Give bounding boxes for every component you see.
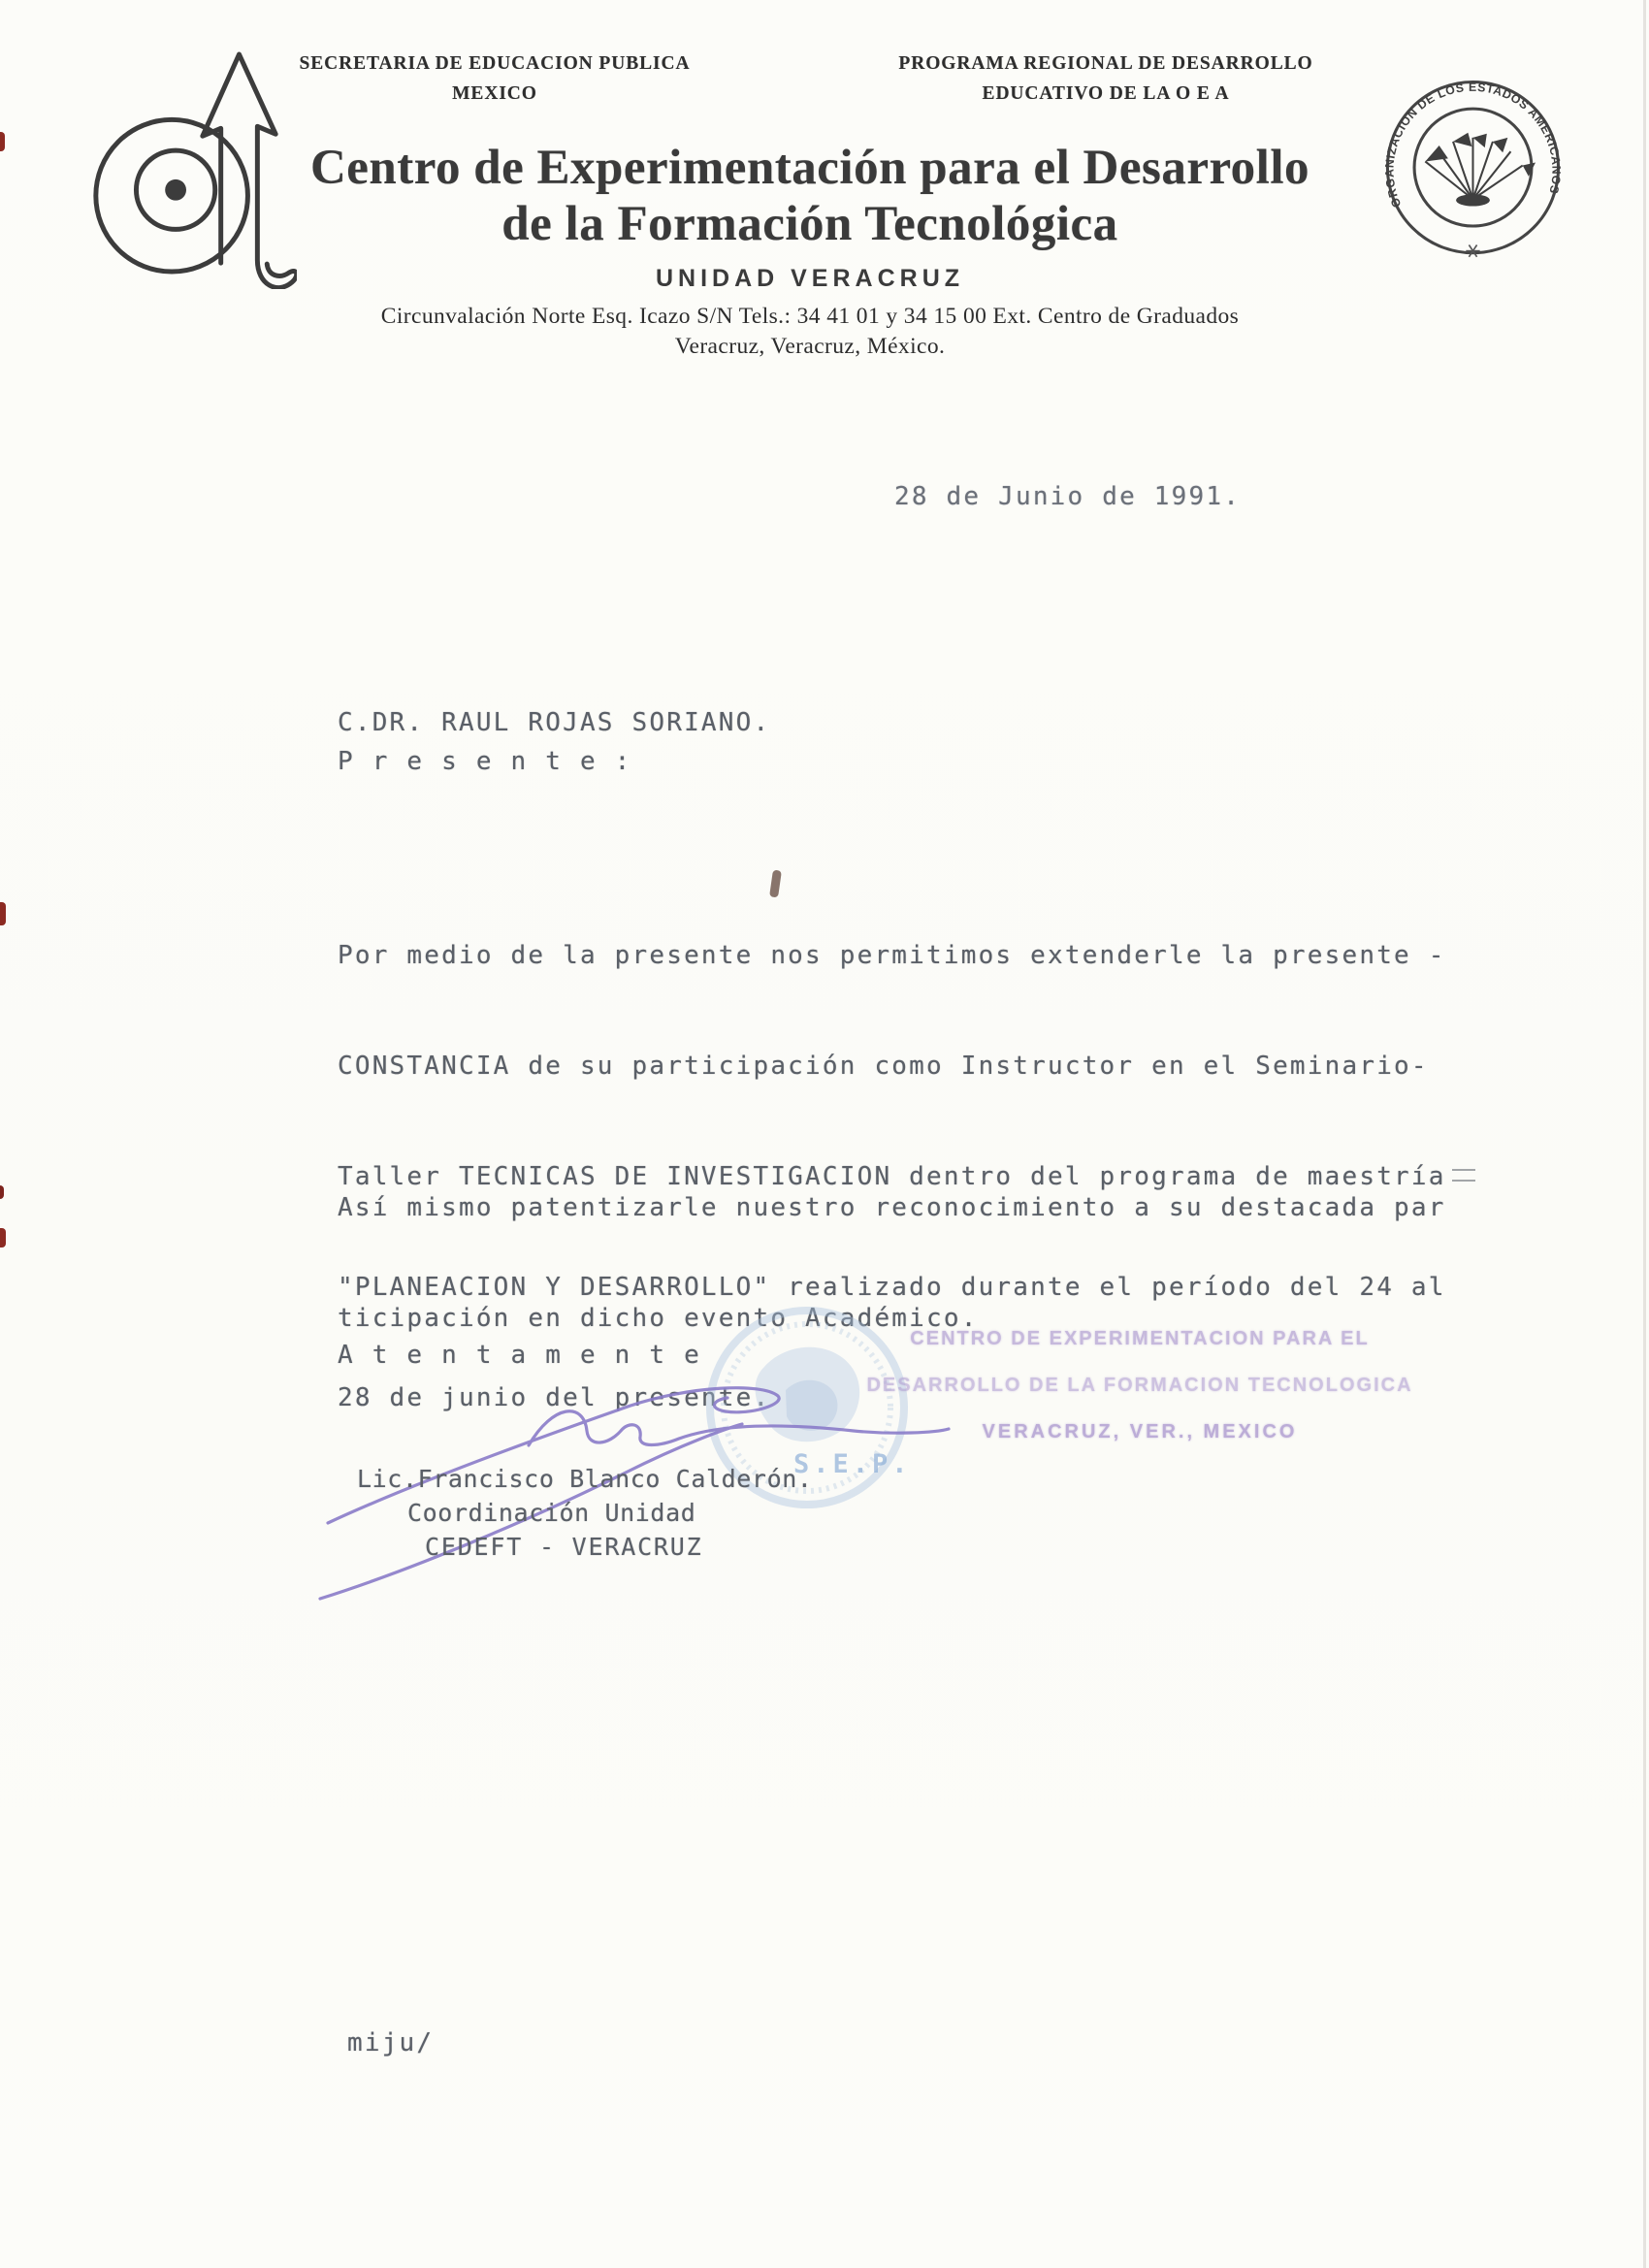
para1-line2: CONSTANCIA de su participación como Instructor en el Seminario- [338,1052,1429,1081]
letter-date: 28 de Junio de 1991. [894,482,1242,511]
secretaria-line2: MEXICO [452,83,537,104]
scan-speck [0,132,5,151]
addressee-name: C.DR. RAUL ROJAS SORIANO. [338,708,771,737]
scan-speck [0,902,6,925]
para2-line2: ticipación en dicho evento Académico. [338,1304,979,1333]
scan-speck [0,1228,6,1247]
handwritten-signature [310,1373,970,1615]
signer-title: Coordinación Unidad [407,1499,696,1527]
addressee-salutation: P r e s e n t e : [338,747,632,776]
para1-line3: Taller TECNICAS DE INVESTIGACION dentro del programa de maestría [338,1162,1446,1191]
para1-line1: Por medio de la presente nos permitimos extenderle la presente - [338,941,1446,970]
sep-seal-label: S.E.P. [793,1449,912,1479]
programa-line1: PROGRAMA REGIONAL DE DESARROLLO [898,53,1313,74]
programa-regional-header [863,49,1348,109]
org-title-line2: de la Formación Tecnológica [501,197,1118,251]
oea-seal-ring-text: ORGANIZACION DE LOS ESTADOS AMERICANOS [1382,80,1564,210]
para1-line5: 28 de junio del presente. [338,1383,771,1412]
signer-name: Lic.Francisco Blanco Calderón. [357,1465,813,1493]
unit-name: UNIDAD VERACRUZ [655,265,965,292]
secretaria-line1: SECRETARIA DE EDUCACION PUBLICA [299,53,691,74]
scan-speck [0,1185,4,1199]
signature-strokes [310,1373,970,1615]
secretaria-header [281,49,708,109]
address-line1: Circunvalación Norte Esq. Icazo S/N Tels.: 34 41 01 y 34 15 00 Ext. Centro de Graduados [380,304,1240,329]
address-line2: Veracruz, Veracruz, México. [674,334,946,359]
hyphenation-mark [1452,1169,1475,1182]
office-stamp-line2: DESARROLLO DE LA FORMACION TECNOLOGICA [866,1375,1413,1396]
closing-atentamente: A t e n t a m e n t e [338,1341,701,1370]
para1-line4: "PLANEACION Y DESARROLLO" realizado durante el período del 24 al [338,1273,1446,1302]
programa-line2: EDUCATIVO DE LA O E A [982,83,1230,104]
oea-flags-emblem [1425,133,1536,207]
scan-edge-shadow [1643,0,1646,2268]
para2-line1: Así mismo patentizarle nuestro reconocimiento a su destacada par [338,1193,1446,1222]
office-stamp-line3: VERACRUZ, VER., MEXICO [982,1421,1298,1442]
signer-org: CEDEFT - VERACRUZ [425,1533,703,1561]
typist-initials: miju/ [347,2028,435,2057]
letterhead [194,140,1426,362]
oea-seal-star [1466,244,1479,256]
org-title-line1: Centro de Experimentación para el Desarrollo [309,141,1310,195]
office-stamp-line1: CENTRO DE EXPERIMENTACION PARA EL [910,1328,1370,1349]
